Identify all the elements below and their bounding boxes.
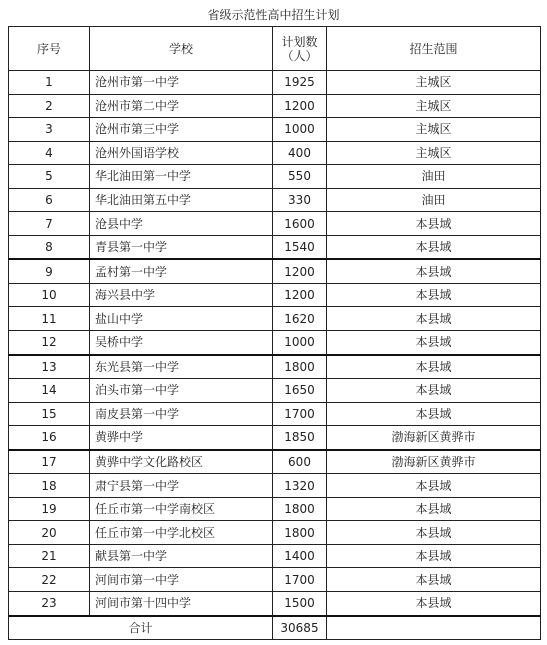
- cell-no: 12: [9, 331, 90, 355]
- table-row: [9, 592, 541, 616]
- cell-no: 1: [9, 71, 90, 95]
- cell-no: 22: [9, 568, 90, 592]
- cell-no: 18: [9, 474, 90, 498]
- total-row: [9, 616, 541, 640]
- cell-scope: 本县域: [327, 355, 541, 379]
- cell-school: 黄骅中学文化路校区: [90, 450, 273, 474]
- cell-plan: 1600: [273, 212, 327, 236]
- cell-plan: 1200: [273, 259, 327, 283]
- table-row: [9, 402, 541, 426]
- cell-school: 河间市第十四中学: [90, 592, 273, 616]
- cell-school: 海兴县中学: [90, 283, 273, 307]
- cell-no: 7: [9, 212, 90, 236]
- cell-plan: 1620: [273, 307, 327, 331]
- cell-no: 15: [9, 402, 90, 426]
- header-plan: [273, 27, 327, 71]
- table-row: [9, 259, 541, 283]
- cell-plan: 330: [273, 188, 327, 212]
- cell-plan: 1540: [273, 235, 327, 259]
- cell-school: 肃宁县第一中学: [90, 474, 273, 498]
- table-row: [9, 474, 541, 498]
- enrollment-plan-table: [8, 26, 541, 640]
- table-body: [9, 71, 541, 640]
- table-row: [9, 544, 541, 568]
- cell-scope: 本县域: [327, 235, 541, 259]
- cell-school: 青县第一中学: [90, 235, 273, 259]
- cell-no: 6: [9, 188, 90, 212]
- header-no: 序号: [9, 27, 90, 71]
- cell-scope: 本县域: [327, 568, 541, 592]
- table-row: [9, 94, 541, 118]
- cell-plan: 1200: [273, 94, 327, 118]
- cell-school: 华北油田第五中学: [90, 188, 273, 212]
- cell-scope: 本县域: [327, 212, 541, 236]
- header-row: [9, 27, 541, 71]
- cell-no: 10: [9, 283, 90, 307]
- total-value: 30685: [273, 616, 327, 640]
- cell-school: 泊头市第一中学: [90, 379, 273, 403]
- cell-school: 沧州市第二中学: [90, 94, 273, 118]
- cell-plan: 1700: [273, 568, 327, 592]
- cell-scope: 主城区: [327, 71, 541, 95]
- total-label: 合计: [9, 616, 273, 640]
- table-row: [9, 568, 541, 592]
- cell-plan: 1000: [273, 331, 327, 355]
- cell-school: 吴桥中学: [90, 331, 273, 355]
- table-row: [9, 71, 541, 95]
- cell-scope: 本县域: [327, 474, 541, 498]
- header-plan-line2: （人）: [281, 48, 318, 63]
- cell-scope: 本县域: [327, 283, 541, 307]
- table-row: [9, 497, 541, 521]
- cell-no: 14: [9, 379, 90, 403]
- cell-school: 黄骅中学: [90, 426, 273, 450]
- cell-school: 沧州外国语学校: [90, 141, 273, 165]
- cell-plan: 550: [273, 165, 327, 189]
- header-plan-line1: 计划数: [281, 34, 318, 49]
- table-row: [9, 355, 541, 379]
- table-row: [9, 235, 541, 259]
- cell-no: 20: [9, 521, 90, 545]
- cell-plan: 1000: [273, 118, 327, 142]
- table-row: [9, 118, 541, 142]
- cell-scope: 本县域: [327, 592, 541, 616]
- table-row: [9, 283, 541, 307]
- cell-scope: 本县域: [327, 307, 541, 331]
- table-row: [9, 165, 541, 189]
- cell-scope: 本县域: [327, 402, 541, 426]
- cell-school: 南皮县第一中学: [90, 402, 273, 426]
- cell-plan: 1400: [273, 544, 327, 568]
- cell-school: 孟村第一中学: [90, 259, 273, 283]
- cell-plan: 1925: [273, 71, 327, 95]
- cell-no: 23: [9, 592, 90, 616]
- cell-plan: 1700: [273, 402, 327, 426]
- cell-plan: 400: [273, 141, 327, 165]
- cell-scope: 渤海新区黄骅市: [327, 450, 541, 474]
- cell-plan: 1850: [273, 426, 327, 450]
- cell-scope: 本县域: [327, 521, 541, 545]
- cell-scope: 本县域: [327, 331, 541, 355]
- table-row: [9, 379, 541, 403]
- cell-school: 华北油田第一中学: [90, 165, 273, 189]
- header-scope: 招生范围: [327, 27, 541, 71]
- cell-plan: 1320: [273, 474, 327, 498]
- table-row: [9, 212, 541, 236]
- cell-school: 任丘市第一中学北校区: [90, 521, 273, 545]
- cell-school: 沧州市第三中学: [90, 118, 273, 142]
- cell-no: 13: [9, 355, 90, 379]
- cell-scope: 本县域: [327, 379, 541, 403]
- cell-no: 3: [9, 118, 90, 142]
- cell-scope: 本县域: [327, 259, 541, 283]
- cell-plan: 1800: [273, 521, 327, 545]
- cell-school: 盐山中学: [90, 307, 273, 331]
- cell-scope: 主城区: [327, 94, 541, 118]
- cell-no: 4: [9, 141, 90, 165]
- cell-school: 沧州市第一中学: [90, 71, 273, 95]
- cell-no: 2: [9, 94, 90, 118]
- cell-plan: 600: [273, 450, 327, 474]
- cell-plan: 1800: [273, 497, 327, 521]
- cell-no: 21: [9, 544, 90, 568]
- cell-plan: 1500: [273, 592, 327, 616]
- cell-no: 17: [9, 450, 90, 474]
- cell-school: 任丘市第一中学南校区: [90, 497, 273, 521]
- cell-school: 河间市第一中学: [90, 568, 273, 592]
- table-row: [9, 141, 541, 165]
- table-row: [9, 521, 541, 545]
- table-row: [9, 307, 541, 331]
- cell-scope: 油田: [327, 165, 541, 189]
- table-row: [9, 450, 541, 474]
- header-school: 学校: [90, 27, 273, 71]
- cell-no: 5: [9, 165, 90, 189]
- table-row: [9, 188, 541, 212]
- cell-no: 8: [9, 235, 90, 259]
- cell-plan: 1200: [273, 283, 327, 307]
- cell-scope: 本县域: [327, 497, 541, 521]
- cell-scope: 油田: [327, 188, 541, 212]
- cell-scope: 主城区: [327, 118, 541, 142]
- cell-scope: 主城区: [327, 141, 541, 165]
- cell-no: 16: [9, 426, 90, 450]
- cell-school: 东光县第一中学: [90, 355, 273, 379]
- cell-plan: 1800: [273, 355, 327, 379]
- cell-scope: 渤海新区黄骅市: [327, 426, 541, 450]
- cell-school: 献县第一中学: [90, 544, 273, 568]
- cell-no: 11: [9, 307, 90, 331]
- total-scope: [327, 616, 541, 640]
- cell-school: 沧县中学: [90, 212, 273, 236]
- table-row: [9, 331, 541, 355]
- table-row: [9, 426, 541, 450]
- cell-plan: 1650: [273, 379, 327, 403]
- table-title: 省级示范性高中招生计划: [207, 8, 340, 22]
- cell-no: 19: [9, 497, 90, 521]
- cell-scope: 本县域: [327, 544, 541, 568]
- cell-no: 9: [9, 259, 90, 283]
